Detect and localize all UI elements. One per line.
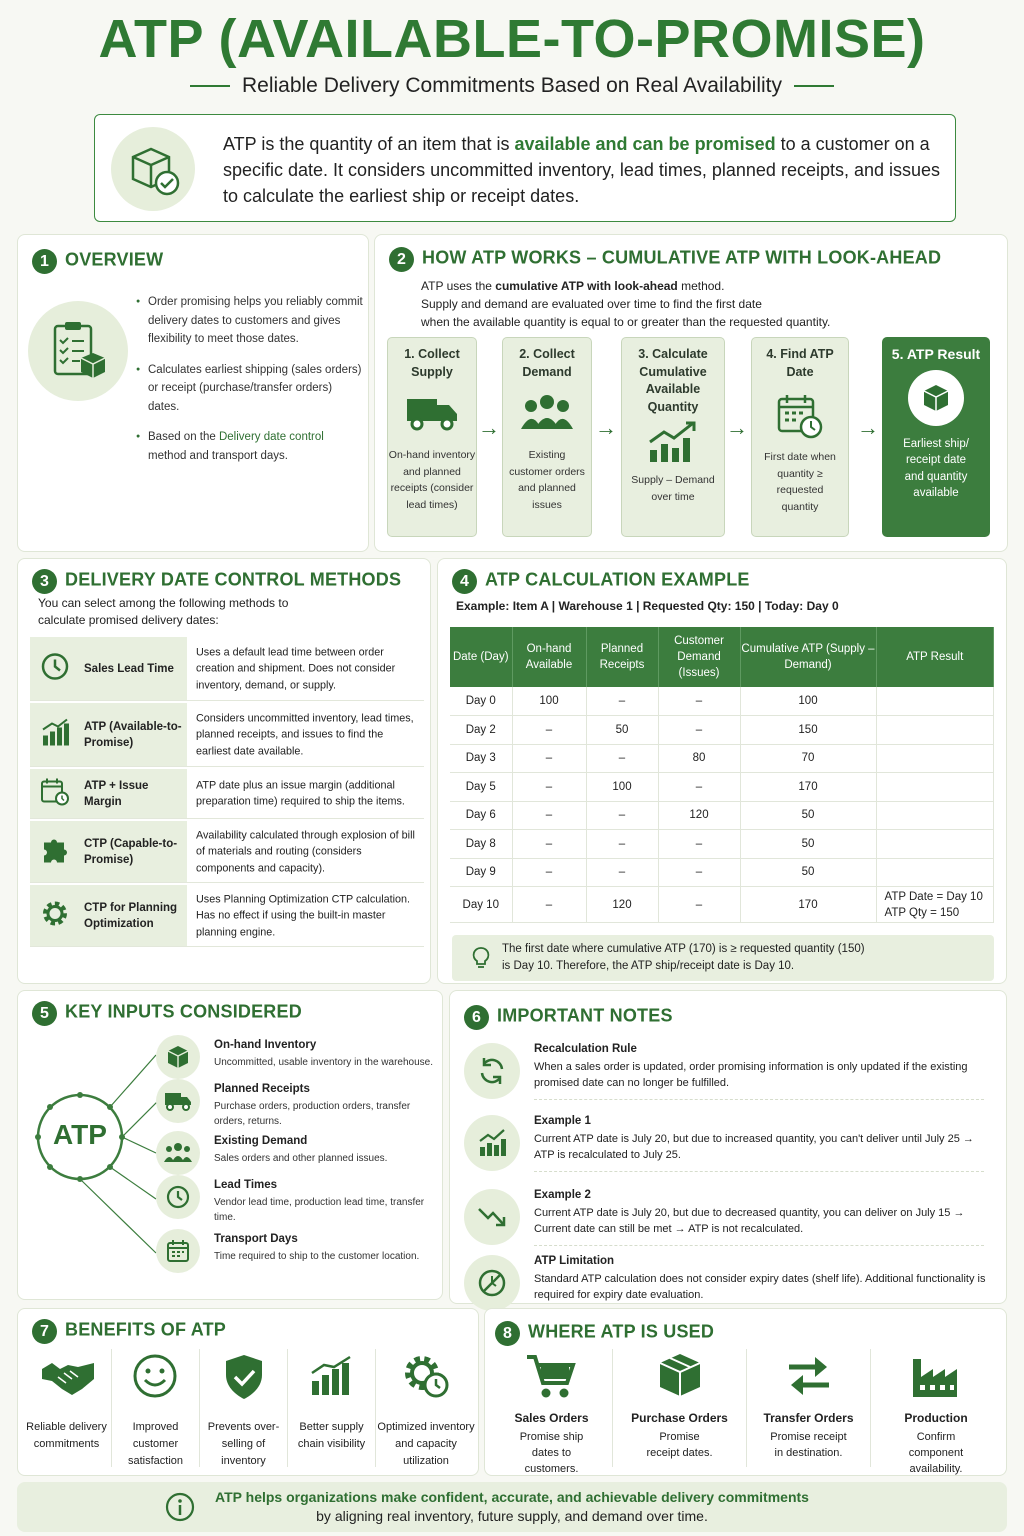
arrow-right-icon: → bbox=[478, 415, 500, 440]
arrow-right-icon: → bbox=[726, 415, 748, 440]
bar-chart-icon bbox=[308, 1355, 356, 1402]
table-row: Day 9 – – – 50 bbox=[450, 858, 994, 887]
use-item: Purchase Orders Promise receipt dates. bbox=[613, 1349, 747, 1467]
box-icon bbox=[156, 1035, 200, 1079]
section-number: 3 bbox=[32, 569, 57, 594]
clock-icon bbox=[156, 1175, 200, 1219]
atp-qty-result: ATP Qty = 150 bbox=[884, 906, 960, 919]
section-number: 2 bbox=[389, 247, 414, 272]
benefit-item: Better supply chain visibility bbox=[288, 1349, 376, 1467]
section-title: BENEFITS OF ATP bbox=[65, 1319, 227, 1340]
section-title: HOW ATP WORKS – CUMULATIVE ATP WITH LOOK-AHEAD bbox=[422, 247, 942, 268]
atp-date-result: ATP Date = Day 10 bbox=[884, 890, 983, 903]
table-header: Customer Demand (Issues) bbox=[658, 627, 740, 687]
example-note: The first date where cumulative ATP (170) is ≥ requested quantity (150) is Day 10. Therefore, the ATP ship/receipt date is Day 10. bbox=[452, 935, 994, 981]
lightbulb-icon bbox=[470, 945, 492, 976]
overview-section bbox=[17, 234, 369, 552]
gear-icon bbox=[40, 898, 70, 933]
section-title: IMPORTANT NOTES bbox=[497, 1005, 673, 1026]
where-used-section bbox=[484, 1308, 1007, 1476]
key-inputs-section: 5 KEY INPUTS CONSIDERED ATP On-hand Inventory Uncommitted, usable inventory in the warehouse. Planned Receipts Purchase orders, production orders, transfer orders, returns. Existing Demand Sales orders and other planned issues. Lead Times Vendor lead time, production lead time, transfer time. Transport Days Time required to ship to the customer location. bbox=[17, 990, 443, 1300]
table-row: Day 5 – 100 – 170 bbox=[450, 773, 994, 802]
atp-center-label: ATP bbox=[53, 1119, 107, 1150]
transfer-arrows-icon bbox=[785, 1355, 833, 1402]
step-find-atp-date: 4. Find ATP Date First date when quantity ≥ requested quantity bbox=[751, 337, 849, 537]
method-row: CTP for Planning Optimization Uses Planning Optimization CTP calculation. Has no effect if using the built-in master planning engine. bbox=[30, 885, 424, 947]
growth-chart-icon bbox=[646, 420, 700, 464]
page-subtitle bbox=[0, 74, 1024, 98]
refresh-icon bbox=[464, 1043, 520, 1099]
clipboard-icon bbox=[28, 301, 128, 401]
overview-bullet: ● Order promising helps you reliably commit delivery dates to customers and gives flexibility to meet those dates. bbox=[136, 293, 364, 349]
step-collect-supply: 1. Collect Supply On-hand inventory and planned receipts (consider lead times) bbox=[387, 337, 477, 537]
methods-intro: You can select among the following methods to calculate promised delivery dates: bbox=[38, 596, 289, 627]
section-title: KEY INPUTS CONSIDERED bbox=[65, 1001, 302, 1022]
table-row: Day 3 – – 80 70 bbox=[450, 744, 994, 773]
people-icon bbox=[156, 1131, 200, 1175]
section-title: ATP CALCULATION EXAMPLE bbox=[485, 569, 750, 590]
atp-table bbox=[450, 627, 994, 923]
people-icon bbox=[520, 393, 574, 437]
subtitle-text: Reliable Delivery Commitments Based on Real Availability bbox=[241, 74, 782, 97]
no-clock-icon bbox=[464, 1255, 520, 1311]
method-row: Sales Lead Time Uses a default lead time between order creation and shipment. Does not consider inventory, demand, or supply. bbox=[30, 637, 424, 701]
how-description: ATP uses the cumulative ATP with look-ahead method. Supply and demand are evaluated over time to find the first date when the available quantity is equal to or greater than the requested quantity. bbox=[421, 279, 831, 329]
step-calculate-cumulative: 3. Calculate Cumulative Available Quantity Supply – Demand over time bbox=[621, 337, 725, 537]
intro-box bbox=[94, 114, 956, 222]
use-item: Sales Orders Promise ship dates to customers. bbox=[491, 1349, 613, 1467]
calendar-clock-icon bbox=[773, 393, 827, 443]
box-check-icon bbox=[111, 127, 195, 211]
table-row: Day 2 – 50 – 150 bbox=[450, 716, 994, 745]
benefit-item: Improved customer satisfaction bbox=[112, 1349, 200, 1467]
overview-bullets bbox=[136, 293, 364, 477]
footer-line-1: ATP helps organizations make confident, accurate, and achievable delivery commitments bbox=[215, 1489, 809, 1505]
calendar-clock-icon bbox=[40, 776, 70, 811]
factory-icon bbox=[909, 1351, 961, 1404]
footer-banner bbox=[17, 1482, 1007, 1532]
gear-clock-icon bbox=[402, 1353, 450, 1404]
section-number: 4 bbox=[452, 569, 477, 594]
clock-icon bbox=[40, 651, 70, 686]
important-notes-section: 6 IMPORTANT NOTES Recalculation Rule When a sales order is updated, order promising information is only updated if the existing promised date can no longer be fulfilled. Example 1 Current ATP date is July 20, but due to increased quantity, you can't deliver until July 25 → ATP is recalculated to July 25. Example 2 Current ATP date is July 20, but due to decreased quantity, you can deliver on July 15 → Current date can still be met → ATP is not recalculated. ATP Limitation Standard ATP calculation does not consider expiry dates (shelf life). Additional functionality is required for expiry date evaluation. bbox=[449, 990, 1007, 1304]
overview-bullet: ● Based on the Delivery date control method and transport days. bbox=[136, 428, 364, 465]
footer-line-2: by aligning real inventory, future supply, and demand over time. bbox=[316, 1508, 708, 1524]
section-title: WHERE ATP IS USED bbox=[528, 1321, 715, 1342]
table-header: On-hand Available bbox=[512, 627, 586, 687]
table-header: Cumulative ATP (Supply – Demand) bbox=[740, 627, 876, 687]
intro-text: ATP is the quantity of an item that is available and can be promised to a customer on a specific date. It considers uncommitted inventory, lead times, planned receipts, and issues to calculate the earliest ship or receipt dates. bbox=[223, 134, 941, 206]
method-row: ATP + Issue Margin ATP date plus an issue margin (additional preparation time) required to ship the items. bbox=[30, 769, 424, 819]
table-header: ATP Result bbox=[876, 627, 994, 687]
use-item: Transfer Orders Promise receipt in destination. bbox=[747, 1349, 871, 1467]
smiley-icon bbox=[132, 1353, 178, 1404]
method-row: CTP (Capable-to-Promise) Availability calculated through explosion of bill of materials and routing (considers components and capacity). bbox=[30, 821, 424, 883]
trend-down-icon bbox=[464, 1189, 520, 1245]
table-header: Planned Receipts bbox=[586, 627, 658, 687]
page-title: ATP (AVAILABLE-TO-PROMISE) bbox=[98, 9, 926, 69]
step-collect-demand: 2. Collect Demand Existing customer orders and planned issues bbox=[502, 337, 592, 537]
delivery-methods-section bbox=[17, 558, 431, 984]
arrow-right-icon: → bbox=[595, 415, 617, 440]
table-row: Day 0 100 – – 100 bbox=[450, 687, 994, 716]
section-number: 7 bbox=[32, 1319, 57, 1344]
how-atp-works-section bbox=[374, 234, 1008, 552]
section-number: 8 bbox=[495, 1321, 520, 1346]
atp-example-section bbox=[437, 558, 1007, 984]
benefit-item: Prevents over-selling of inventory bbox=[200, 1349, 288, 1467]
overview-bullet: ● Calculates earliest shipping (sales orders) or receipt (purchase/transfer orders) dates. bbox=[136, 361, 364, 417]
benefit-item: Reliable delivery commitments bbox=[22, 1349, 112, 1467]
use-item: Production Confirm component availability. bbox=[871, 1349, 1001, 1467]
cart-icon bbox=[525, 1353, 577, 1406]
method-row: ATP (Available-to-Promise) Considers uncommitted inventory, lead times, planned receipts, and issues to find the earliest date available. bbox=[30, 703, 424, 767]
shield-check-icon bbox=[222, 1353, 266, 1406]
step-atp-result: 5. ATP Result Earliest ship/ receipt date and quantity available bbox=[882, 337, 990, 537]
benefit-item: Optimized inventory and capacity utilization bbox=[376, 1349, 476, 1467]
puzzle-icon bbox=[40, 834, 70, 869]
truck-icon bbox=[156, 1079, 200, 1123]
box-icon bbox=[908, 370, 964, 426]
arrow-right-icon: → bbox=[857, 415, 879, 440]
section-number: 5 bbox=[32, 1001, 57, 1026]
section-number: 1 bbox=[32, 249, 57, 274]
section-title: OVERVIEW bbox=[65, 249, 164, 270]
box-icon bbox=[657, 1351, 703, 1404]
bar-chart-icon bbox=[40, 717, 70, 752]
section-title: DELIVERY DATE CONTROL METHODS bbox=[65, 569, 402, 590]
table-row: Day 6 – – 120 50 bbox=[450, 801, 994, 830]
chart-up-icon bbox=[464, 1115, 520, 1171]
table-header: Date (Day) bbox=[450, 627, 512, 687]
calendar-icon bbox=[156, 1229, 200, 1273]
truck-icon bbox=[405, 393, 459, 437]
section-number: 6 bbox=[464, 1005, 489, 1030]
table-row: Day 10 – 120 – 170 ATP Date = Day 10 ATP Qty = 150 bbox=[450, 887, 994, 923]
example-subtitle: Example: Item A | Warehouse 1 | Requested Qty: 150 | Today: Day 0 bbox=[456, 599, 839, 613]
benefits-section bbox=[17, 1308, 479, 1476]
handshake-icon bbox=[40, 1355, 96, 1404]
table-row: Day 8 – – – 50 bbox=[450, 830, 994, 859]
